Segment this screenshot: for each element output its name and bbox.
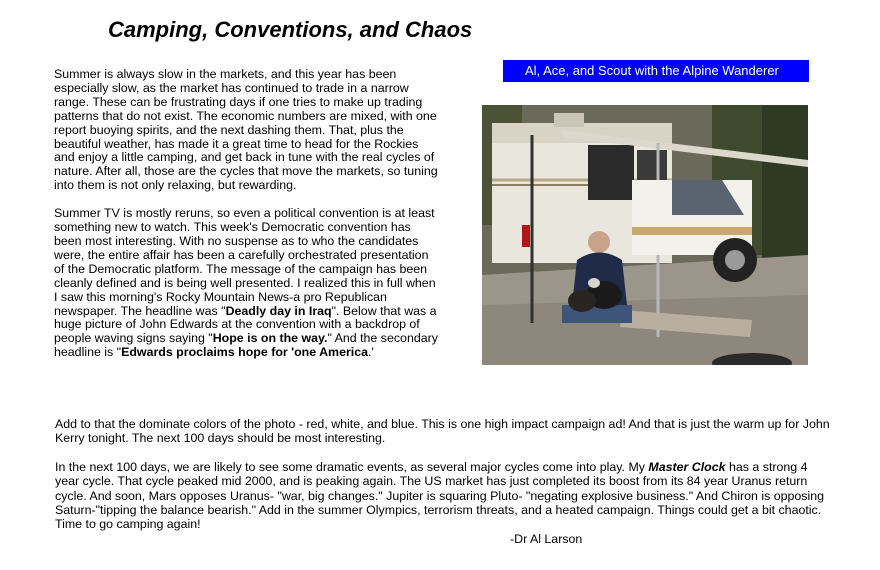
paragraph-cycles	[55, 460, 835, 546]
paragraph-markets: Summer is always slow in the markets, and this year has been especially slow, as the market has continued to trade in a narrow range. These can be frustrating days if one tries to make up trading patterns that do not exist. The economic numbers are mixed, with one report buoying spirits, and the next dashing them. That, plus the beautiful weather, has made it a great time to head for the Rockies and enjoy a little camping, and get back in tune with the real cycles of nature. After all, those are the cycles that move the markets, so tuning into them is not only relaxing, but rewarding.	[54, 67, 438, 193]
master-clock-bold-italic: Master Clock	[648, 459, 726, 474]
text: Summer TV is mostly reruns, so even a political convention is at least something new to watch. This week's Democratic convention has been most interesting. With no suspense as to who the candidates were, the entire affair has been a carefully orchestrated presentation of the Democratic platform. The message of the campaign has been cleanly defined and is being well presented. I realized this in full when I saw this morning's Rocky Mountain News-a pro Republican newspaper. The headline was "	[54, 206, 436, 318]
signature: -Dr Al Larson	[510, 531, 583, 546]
text: .'	[368, 345, 374, 360]
sign-text-bold: Hope is on the way.	[212, 331, 328, 346]
bottom-text	[55, 417, 835, 560]
secondary-headline-bold: Edwards proclaims hope for 'one America	[121, 345, 369, 360]
camper-photo-illustration	[482, 105, 808, 365]
text: In the next 100 days, we are likely to see some dramatic events, as several major cycles come into play. My	[55, 459, 649, 474]
paragraph-convention	[54, 207, 440, 360]
text: " And the secondary headline is "	[54, 331, 438, 360]
text: ". Below that was a huge picture of John Edwards at the convention with a backdrop of people waving signs saying "	[54, 303, 437, 346]
article-title: Camping, Conventions, and Chaos	[108, 17, 473, 42]
paragraph-photo-colors: Add to that the dominate colors of the photo - red, white, and blue. This is one high impact campaign ad! And that is just the warm up for John Kerry tonight. The next 100 days should be most interesting.	[55, 417, 830, 446]
photo-caption: Al, Ace, and Scout with the Alpine Wanderer	[503, 60, 809, 82]
text: has a strong 4 year cycle. That cycle peaked mid 2000, and is peaking again. The US market has just completed its boost from its 84 year Uranus return cycle. And soon, Mars opposes Uranus- "war, big changes." Jupiter is squaring Pluto- "negating explosive business." And Chiron is opposing Saturn-"tipping the balance bearish." Add in the summer Olympics, terrorism threats, and a heated campaign. Things could get a bit chaotic. Time to go camping again!	[55, 459, 825, 532]
headline-bold: Deadly day in Iraq	[225, 303, 332, 318]
camper-photo	[482, 105, 808, 365]
left-column	[54, 68, 440, 374]
